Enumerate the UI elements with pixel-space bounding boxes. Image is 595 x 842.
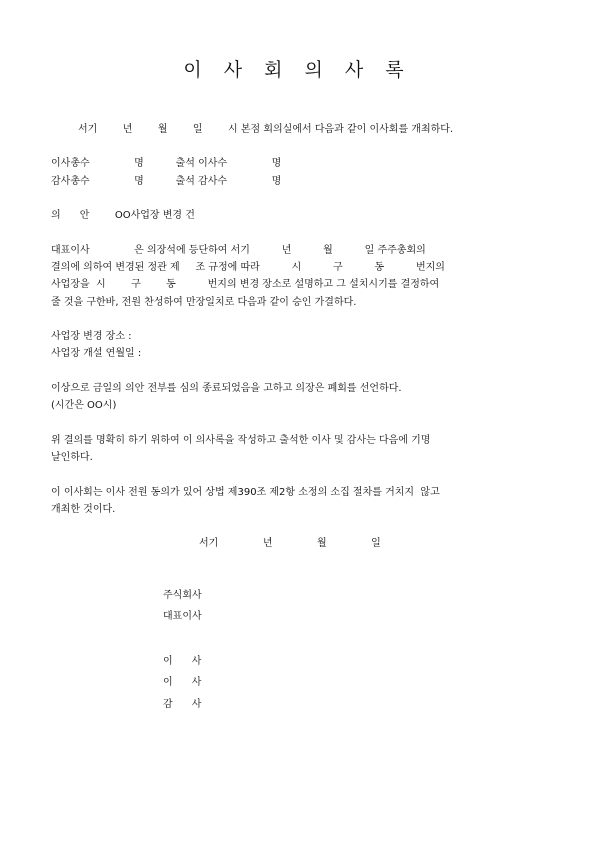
body-line: 사업장을 시 구 동 번지의 변경 장소로 설명하고 그 설치시기를 결정하여 — [51, 279, 440, 290]
page-title: 이 사 회 의 사 록 — [183, 59, 412, 81]
date-line: 서기 년 월 일 — [199, 538, 381, 549]
workplace-open-date: 사업장 개설 연월일 : — [51, 348, 142, 359]
closing-line: 이상으로 금일의 의안 전부를 심의 종료되었음을 고하고 의장은 폐회를 선언하다. — [51, 383, 402, 394]
body-line: 줄 것을 구한바, 전원 찬성하여 만장일치로 다음과 같이 승인 가결하다. — [51, 297, 357, 308]
closing-time: (시간은 OO시) — [51, 400, 117, 411]
certification-line: 날인하다. — [51, 452, 93, 463]
intro-line: 서기 년 월 일 시 본점 회의실에서 다음과 같이 이사회를 개최하다. — [78, 124, 454, 135]
agenda-line: 의 안 OO사업장 변경 건 — [51, 210, 195, 221]
notice-line: 개최한 것이다. — [51, 504, 116, 515]
signature-director: 이 사 — [163, 677, 202, 688]
signature-ceo: 대표이사 — [163, 611, 202, 622]
signature-director: 이 사 — [163, 656, 202, 667]
auditors-count: 감사총수 명 출석 감사수 명 — [51, 176, 282, 187]
directors-count: 이사총수 명 출석 이사수 명 — [51, 158, 282, 169]
body-line: 대표이사 은 의장석에 등단하여 서기 년 월 일 주주총회의 — [51, 245, 426, 256]
signature-company: 주식회사 — [163, 590, 202, 601]
notice-line: 이 이사회는 이사 전원 동의가 있어 상법 제390조 제2항 소정의 소집 절차를 거치지 않고 — [51, 487, 440, 498]
workplace-change-location: 사업장 변경 장소 : — [51, 331, 132, 342]
body-line: 결의에 의하여 변경된 정관 제 조 규정에 따라 시 구 동 번지의 — [51, 262, 445, 273]
signature-auditor: 감 사 — [163, 699, 202, 710]
certification-line: 위 결의를 명확히 하기 위하여 이 의사록을 작성하고 출석한 이사 및 감사는 다음에 기명 — [51, 435, 431, 446]
